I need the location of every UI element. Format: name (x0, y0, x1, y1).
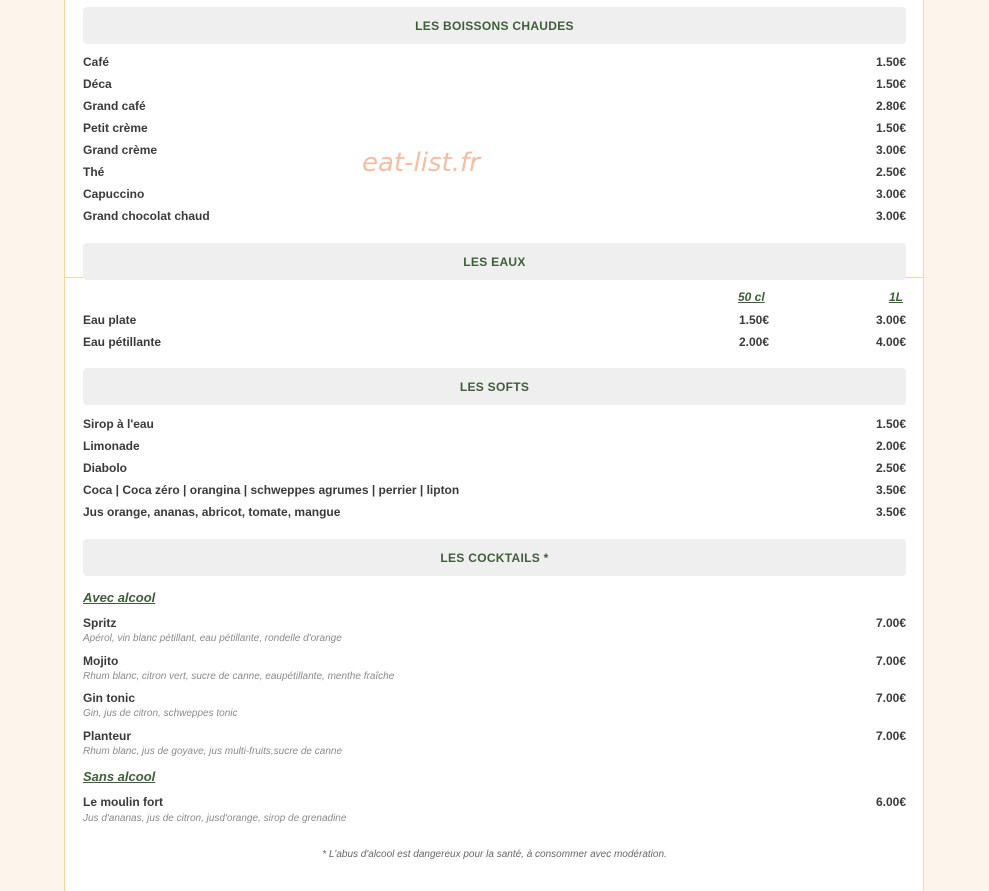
item-name: Limonade (83, 439, 140, 453)
section-title: LES COCKTAILS * (440, 550, 549, 565)
item-description: Rhum blanc, citron vert, sucre de canne, eaupétillante, menthe fraîche (83, 671, 395, 682)
item-name: Petit crème (83, 121, 148, 135)
subsection-without-alcohol: Sans alcool (83, 769, 156, 784)
item-name: Grand café (83, 99, 146, 113)
menu-item (83, 77, 906, 97)
item-price-1l: 4.00€ (875, 335, 906, 349)
item-price: 2.00€ (875, 439, 906, 453)
menu-item (83, 335, 906, 355)
item-price: 2.80€ (875, 99, 906, 113)
menu-item (83, 99, 906, 119)
item-price: 1.50€ (875, 121, 906, 135)
subsection-with-alcohol: Avec alcool (83, 590, 156, 605)
item-name: Spritz (83, 616, 117, 630)
item-name: Gin tonic (83, 691, 135, 705)
section-header-softs (83, 368, 906, 405)
item-name: Eau pétillante (83, 335, 162, 349)
section-header-cocktails (83, 539, 906, 576)
item-price: 3.50€ (875, 483, 906, 497)
section-header-waters (83, 243, 906, 280)
item-price-1l: 3.00€ (875, 313, 906, 327)
watermark-logo: eat-list.fr (362, 148, 480, 178)
menu-item (83, 483, 906, 503)
menu-item (83, 209, 906, 229)
item-name: Coca | Coca zéro | orangina | schweppes agrumes | perrier | lipton (83, 483, 460, 497)
item-price: 3.50€ (875, 505, 906, 519)
menu-item (83, 55, 906, 75)
item-name: Mojito (83, 654, 119, 668)
item-name: Café (83, 55, 110, 69)
item-price: 1.50€ (875, 55, 906, 69)
section-header-hot-drinks (83, 7, 906, 44)
item-description: Jus d'ananas, jus de citron, jusd'orange, sirop de grenadine (83, 813, 347, 824)
section-title: LES EAUX (463, 254, 526, 269)
section-title: LES SOFTS (459, 379, 530, 394)
menu-item (83, 439, 906, 459)
section-title: LES BOISSONS CHAUDES (415, 18, 574, 33)
item-name: Capuccino (83, 187, 145, 201)
item-price: 2.50€ (875, 461, 906, 475)
item-price: 7.00€ (875, 654, 906, 668)
menu-item (83, 795, 906, 815)
menu-item (83, 417, 906, 437)
item-name: Grand chocolat chaud (83, 209, 210, 223)
item-name: Déca (83, 77, 112, 91)
item-name: Thé (83, 165, 105, 179)
column-header-1l: 1L (889, 290, 904, 304)
item-description: Rhum blanc, jus de goyave, jus multi-fruits,sucre de canne (83, 746, 343, 757)
item-price: 3.00€ (875, 209, 906, 223)
item-price: 3.00€ (875, 187, 906, 201)
menu-item (83, 121, 906, 141)
item-price: 1.50€ (875, 417, 906, 431)
item-price-50cl: 2.00€ (738, 335, 769, 349)
column-header-50cl: 50 cl (738, 290, 765, 304)
item-price: 7.00€ (875, 616, 906, 630)
item-price: 3.00€ (875, 143, 906, 157)
item-name: Jus orange, ananas, abricot, tomate, mangue (83, 505, 341, 519)
item-name: Le moulin fort (83, 795, 163, 809)
alcohol-warning-footnote: * L'abus d'alcool est dangereux pour la santé, à consommer avec modération. (322, 849, 667, 860)
item-name: Planteur (83, 729, 132, 743)
item-price: 7.00€ (875, 729, 906, 743)
menu-item (83, 187, 906, 207)
item-name: Grand crème (83, 143, 158, 157)
item-description: Apérol, vin blanc pétillant, eau pétillante, rondelle d'orange (83, 633, 342, 644)
item-price: 7.00€ (875, 691, 906, 705)
menu-item (83, 143, 906, 163)
menu-item (83, 461, 906, 481)
menu-item (83, 313, 906, 333)
item-price: 2.50€ (875, 165, 906, 179)
item-price: 6.00€ (875, 795, 906, 809)
item-name: Sirop à l'eau (83, 417, 154, 431)
item-price-50cl: 1.50€ (738, 313, 769, 327)
menu-item (83, 165, 906, 185)
item-name: Eau plate (83, 313, 137, 327)
item-name: Diabolo (83, 461, 127, 475)
item-price: 1.50€ (875, 77, 906, 91)
menu-item (83, 505, 906, 525)
item-description: Gin, jus de citron, schweppes tonic (83, 708, 238, 719)
